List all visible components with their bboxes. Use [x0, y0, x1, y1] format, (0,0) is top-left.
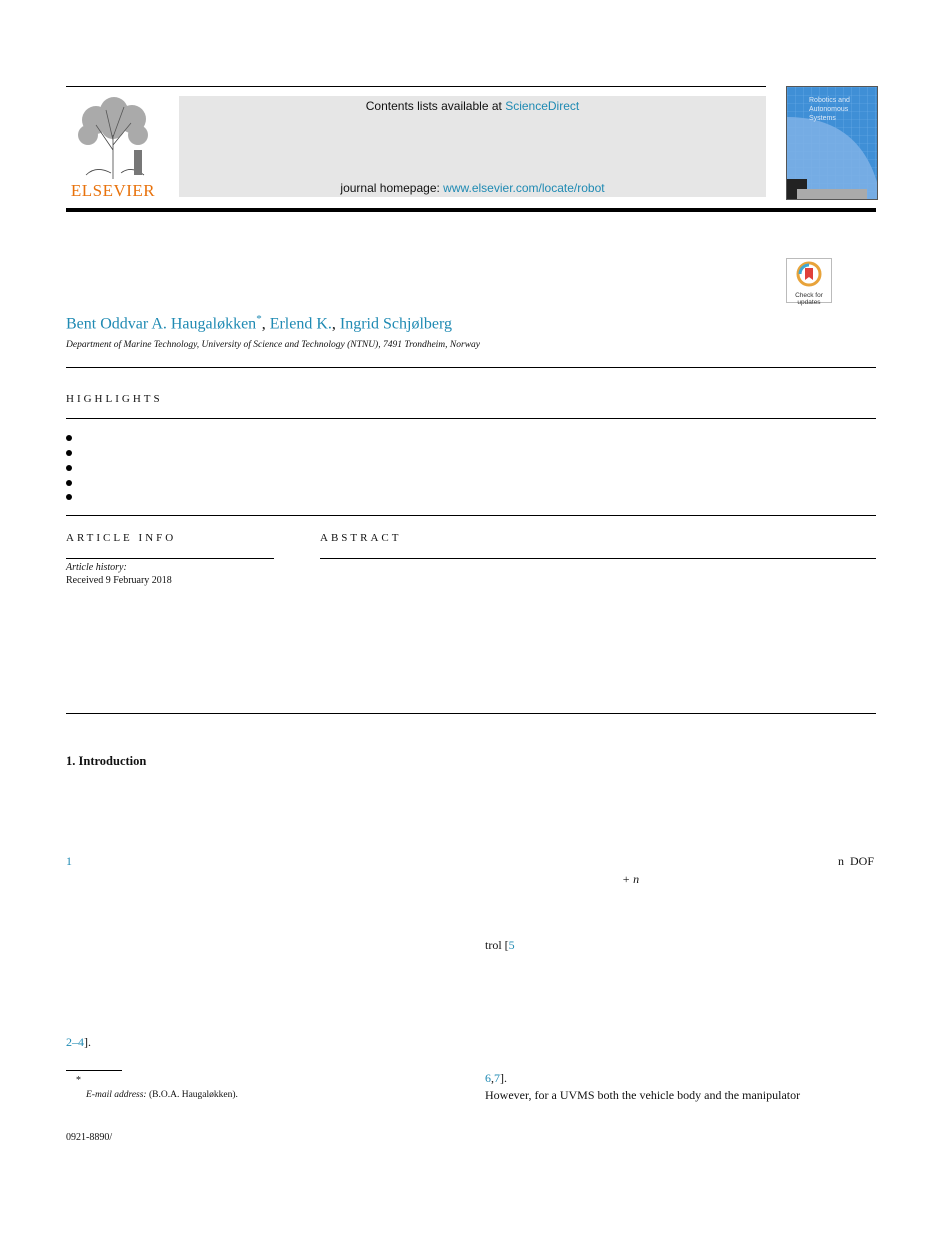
citation-6[interactable]: 6 [485, 1071, 491, 1085]
highlights-heading: HIGHLIGHTS [66, 393, 163, 405]
contents-line [179, 99, 766, 113]
tree-icon [66, 95, 160, 181]
issn: 0921-8890/ [66, 1132, 113, 1143]
author-list [66, 313, 452, 333]
check-for-updates-badge[interactable] [786, 258, 832, 306]
highlight-bullet [66, 465, 72, 471]
author-1[interactable]: Bent Oddvar A. Haugaløkken [66, 315, 257, 333]
crossmark-icon [796, 261, 822, 287]
trol-prefix: trol [ [485, 938, 509, 952]
section-heading-introduction: 1. Introduction [66, 754, 147, 768]
email-author: (B.O.A. Haugaløkken). [148, 1090, 238, 1100]
sciencedirect-link[interactable]: ScienceDirect [505, 99, 580, 113]
n-dof-text: n DOF [838, 854, 875, 868]
control-citation-line [485, 938, 515, 953]
email-footnote [86, 1090, 238, 1100]
author-separator: , [261, 315, 266, 333]
author-3[interactable]: Ingrid Schjølberg [339, 315, 453, 333]
received-date: Received 9 February 2018 [66, 575, 172, 586]
elsevier-logo [66, 95, 160, 199]
cover-title-line-1: Robotics and [809, 97, 850, 104]
citation-6-7-line: 6,7]. [485, 1071, 507, 1085]
header-thick-rule [66, 208, 876, 212]
publisher-wordmark: ELSEVIER [70, 181, 156, 200]
body-sentence: However, for a UVMS both the vehicle body and the manipulator [485, 1088, 801, 1102]
article-info-rule [66, 558, 274, 559]
homepage-line [179, 181, 766, 195]
footnote-star: * [76, 1075, 81, 1086]
plus-n-text: + n [622, 872, 640, 886]
journal-header [179, 96, 766, 197]
author-separator: , [331, 315, 336, 333]
rule-below-abstract [66, 713, 876, 714]
rule-above-highlights [66, 367, 876, 368]
citation-2-4-line [66, 1035, 91, 1050]
abstract-heading: ABSTRACT [320, 532, 402, 544]
citation-1[interactable]: 1 [66, 854, 72, 868]
email-label: E-mail address: [86, 1090, 147, 1100]
abstract-rule [320, 558, 876, 559]
affiliation: Department of Marine Technology, University of Science and Technology (NTNU), 7491 Trondheim, Norway [66, 340, 481, 350]
rule-above-article-info [66, 515, 876, 516]
footnote-rule [66, 1070, 122, 1071]
highlight-bullet [66, 494, 72, 500]
rule-below-highlights [66, 418, 876, 419]
article-history-label: Article history: [66, 562, 127, 573]
article-info-heading: ARTICLE INFO [66, 532, 177, 544]
citation-7[interactable]: 7 [494, 1071, 500, 1085]
highlight-bullet [66, 450, 72, 456]
citation-5[interactable]: 5 [508, 938, 515, 952]
journal-cover [786, 86, 878, 200]
highlight-bullet [66, 435, 72, 441]
author-2[interactable]: Erlend K. [269, 315, 332, 333]
citation-close: ]. [500, 1071, 507, 1085]
journal-homepage-link[interactable]: www.elsevier.com/locate/robot [443, 181, 605, 195]
badge-line-1: Check for [795, 292, 823, 299]
homepage-prefix: journal homepage: [340, 181, 440, 195]
citation-2-4[interactable]: 2–4 [66, 1035, 84, 1049]
citation-close: ]. [84, 1035, 91, 1049]
cover-title [809, 96, 877, 123]
contents-prefix: Contents lists available at [365, 99, 502, 113]
corresponding-mark[interactable]: * [256, 313, 262, 325]
highlight-bullet [66, 480, 72, 486]
top-rule [66, 86, 766, 87]
cover-title-line-2: Autonomous Systems [809, 106, 849, 122]
badge-line-2: updates [797, 299, 821, 306]
